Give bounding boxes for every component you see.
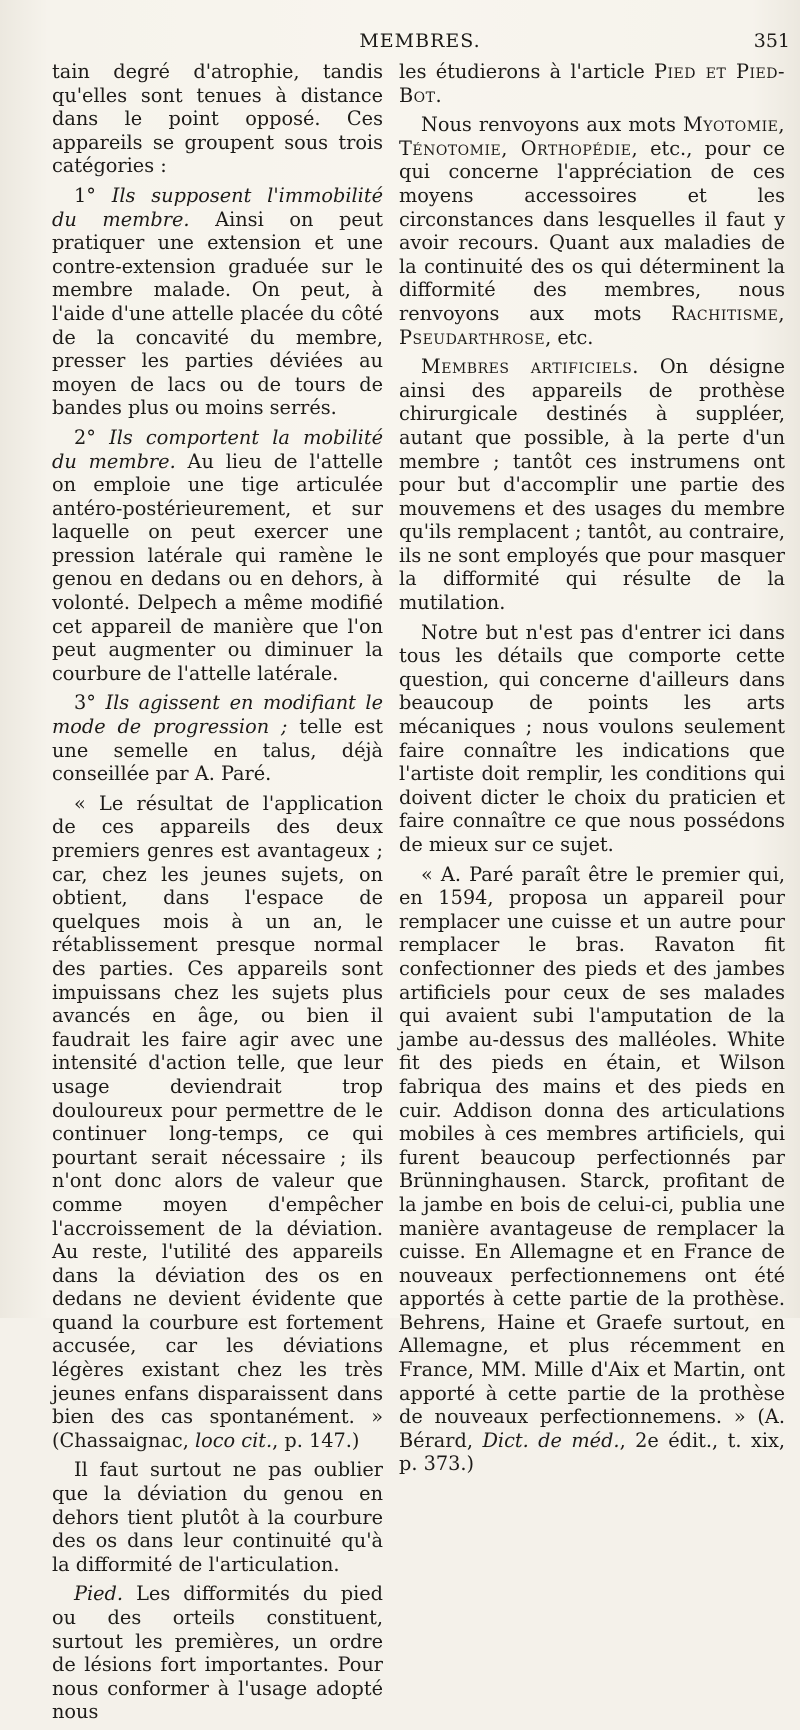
paragraph: [52, 691, 383, 785]
paragraph: [52, 1582, 383, 1724]
paragraph: [399, 60, 785, 107]
page-header: [50, 30, 790, 60]
text: Il faut surtout ne pas oublier que la déviation du genou en dehors tient plutôt à la courbure des os dans leur continuité qu'à la difformité de l'articulation.: [52, 1458, 383, 1576]
page-number: 351: [753, 30, 790, 52]
text: Au lieu de l'attelle on emploie une tige articulée antéro-postérieurement, et sur laquelle on peut exercer une pression latérale qui ramène le genou en dedans ou en dehors, à volonté. Delpech a même modifié cet appareil de manière que l'on peut augmenter ou diminuer la courbure de l'attelle latérale.: [52, 449, 384, 685]
text: telle est une semelle en talus, déjà conseillée par A. Paré.: [52, 715, 384, 786]
text: , p. 147.): [272, 1428, 360, 1452]
paragraph: [52, 1458, 383, 1576]
list-number: 2°: [74, 425, 110, 449]
text: , etc.: [545, 325, 594, 349]
text: Notre but n'est pas d'entrer ici dans tous les détails que comporte cette question, qui concerne d'ailleurs dans beaucoup de points les arts mécaniques ; nous voulons seulement faire connaître les indications que l'artiste doit remplir, les conditions qui doivent dicter le choix du praticien et faire connaître ce que nous possédons de mieux sur ce sujet.: [399, 620, 785, 856]
paragraph: [399, 863, 785, 1476]
text: « Le résultat de l'application de ces appareils des deux premiers genres est avantageux ; car, chez les jeunes sujets, on obtient, dans l'espace de quelques mois à un an, le rétablissement presque normal des parties. Ces appareils sont impuissans chez les sujets plus avancés en âge, ou bien il faudrait les faire agir avec une intensité d'action telle, que leur usage deviendrait trop douloureux pour permettre de le continuer long-temps, ce qui pourtant serait nécessaire ; ils n'ont donc alors de valeur que comme moyen d'empêcher l'accroissement de la déviation. Au reste, l'utilité des appareils dans la déviation des os en dedans ne devient évidente que quand la courbure est fortement accusée, car les déviations légères existant chez les très jeunes enfans disparaissent dans bien des cas spontanément. » (Chassaignac,: [52, 791, 383, 1452]
section-heading: Membres artificiels.: [421, 355, 639, 379]
left-column: [52, 60, 383, 1730]
text: « A. Paré paraît être le premier qui, en 1594, proposa un appareil pour remplacer une cuisse et un autre pour remplacer le bras. Ravaton fit confectionner des pieds et des jambes artificiels pour ceux de ses malades qui avaient subi l'amputation de la jambe au-dessus des malléoles. White fit des pieds en étain, et Wilson fabriqua des mains et des pieds en cuir. Addison donna des articulations mobiles à ces membres artificiels, qui furent beaucoup perfectionnés par Brünninghausen. Starck, profitant de la jambe en bois de celui-ci, publia une manière avantageuse de remplacer la cuisse. En Allemagne et en France de nouveaux perfectionnemens ont été apportés à cette partie de la prothèse. Behrens, Haine et Graefe surtout, en Allemagne, et plus récemment en France, MM. Mille d'Aix et Martin, ont apporté à cette partie de la prothèse de nouveaux perfectionnemens. » (A. Bérard,: [399, 862, 785, 1452]
citation: Dict. de méd.: [482, 1428, 620, 1452]
text: tain degré d'atrophie, tandis qu'elles sont tenues à distance dans le point opposé. Ces appareils se groupent sous trois catégories :: [52, 60, 383, 178]
running-title: MEMBRES.: [359, 30, 481, 52]
italic-heading: Ils supposent l'immobilité du membre.: [52, 183, 383, 231]
text: On désigne ainsi des appareils de prothèse chirurgicale destinés à suppléer, autant que possible, à la perte d'un membre ; tantôt ces instrumens ont pour but d'accomplir une partie des mouvemens et des usages du membre qu'ils remplacent ; tantôt, au contraire, ils ne sont employés que pour masquer la difformité qui résulte de la mutilation.: [399, 355, 785, 615]
paragraph: [52, 184, 383, 420]
italic-heading: Pied.: [74, 1582, 124, 1606]
italic-heading: Ils agissent en modifiant le mode de progression ;: [52, 691, 383, 739]
cross-reference: Rachitisme, Pseudarthrose: [399, 301, 785, 349]
paragraph: [52, 792, 383, 1453]
cross-reference: Myotomie, Ténotomie, Orthopédie: [399, 113, 785, 160]
italic-heading: Ils comportent la mobilité du membre.: [52, 425, 383, 473]
text: , 2e édit., t. xix, p. 373.): [399, 1428, 785, 1476]
text: , etc., pour ce qui concerne l'appréciation de ces moyens accessoires et les circonstances dans lesquelles il faut y avoir recours. Quant aux maladies de la continuité des os qui déterminent la difformité des membres, nous renvoyons aux mots: [399, 136, 785, 325]
paragraph: [52, 426, 383, 686]
text: les étudierons à l'article: [399, 60, 655, 83]
paragraph: [399, 621, 785, 857]
text: Nous renvoyons aux mots: [421, 113, 683, 137]
text: Ainsi on peut pratiquer une extension et une contre-extension graduée sur le membre malade. On peut, à l'aide d'une attelle placée du côté de la concavité du membre, presser les parties déviées au moyen de lacs ou de tours de bandes plus ou moins serrés.: [52, 207, 383, 420]
paragraph: [399, 113, 785, 349]
paragraph: [52, 60, 383, 178]
citation: loco cit.: [194, 1428, 273, 1452]
text: .: [435, 83, 442, 107]
list-number: 3°: [74, 691, 106, 715]
right-column: [399, 60, 785, 1482]
paragraph: [399, 355, 785, 615]
cross-reference: Pied et Pied-Bot: [399, 60, 785, 107]
list-number: 1°: [74, 183, 112, 207]
text: Les difformités du pied ou des orteils constituent, surtout les premières, un ordre de lésions fort importantes. Pour nous conformer à l'usage adopté nous: [52, 1582, 383, 1724]
